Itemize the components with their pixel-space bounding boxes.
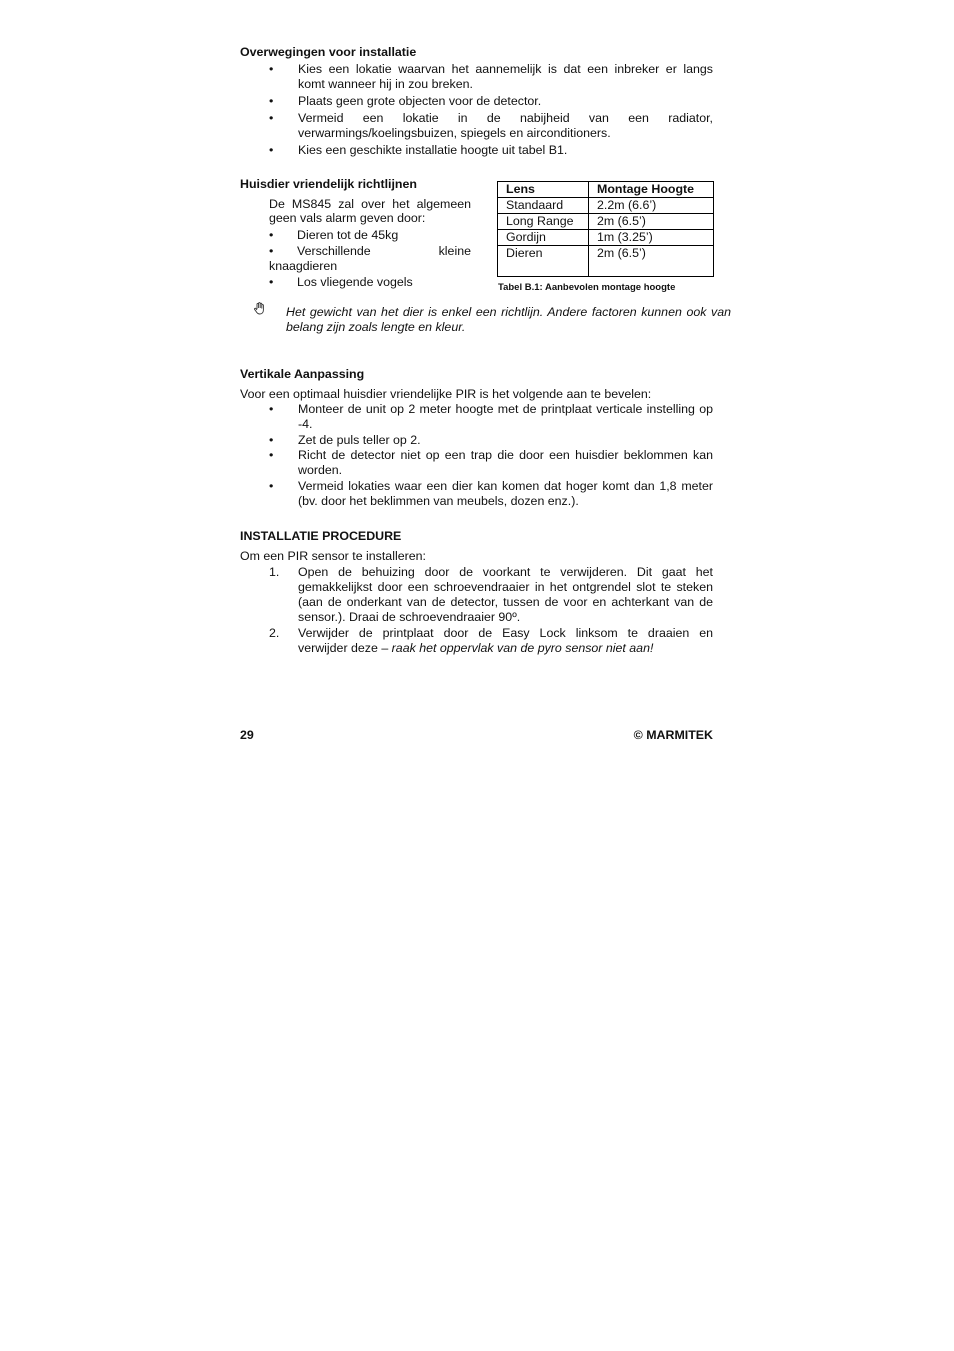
pet-intro-line: geen vals alarm geven door: [269, 211, 426, 225]
list-item-line: Vermeid een lokatie in de nabijheid van een radiator, [298, 111, 713, 125]
step-line: (aan de onderkant van de detector, tussen de voor en achterkant van de [298, 595, 713, 609]
vertical-intro: Voor een optimaal huisdier vriendelijke PIR is het volgende aan te bevelen: [240, 387, 652, 401]
page-number: 29 [240, 728, 254, 742]
list-item-line: (bv. door het beklimmen van meubels, dozen enz.). [298, 494, 579, 508]
table-cell: 2m (6.5’) [589, 214, 714, 230]
bullet: • [269, 143, 274, 157]
bullet: • [269, 94, 274, 108]
pet-item: Verschillende kleine [297, 244, 471, 258]
list-item-line: Kies een lokatie waarvan het aannemelijk is dat een inbreker er langs [298, 62, 713, 76]
list-item-line: Plaats geen grote objecten voor de detector. [298, 94, 542, 108]
list-item-line: worden. [298, 463, 343, 477]
table-cell: Long Range [498, 214, 589, 230]
step-line: Open de behuizing door de voorkant te verwijderen. Dit gaat het [298, 565, 713, 579]
step-number: 2. [269, 626, 280, 640]
table-cell: Standaard [498, 198, 589, 214]
table-cell: 2m (6.5’) [589, 246, 714, 277]
list-item-line: Richt de detector niet op een trap die door een huisdier beklommen kan [298, 448, 713, 462]
table-cell: Dieren [498, 246, 589, 277]
note-line: Het gewicht van het dier is enkel een richtlijn. Andere factoren kunnen ook van [286, 305, 731, 319]
list-item-line: Monteer de unit op 2 meter hoogte met de printplaat verticale instelling op [298, 402, 713, 416]
table-cell: 2.2m (6.6’) [589, 198, 714, 214]
bullet: • [269, 62, 274, 76]
bullet: • [269, 228, 274, 242]
list-item-line: Kies een geschikte installatie hoogte uit tabel B1. [298, 143, 568, 157]
bullet: • [269, 402, 274, 416]
table-header-cell: Montage Hoogte [589, 182, 714, 198]
bullet: • [269, 448, 274, 462]
step-line: sensor.). Draai de schroevendraaier 90º. [298, 610, 521, 624]
section-heading-vertical-adjustment: Vertikale Aanpassing [240, 367, 365, 381]
step-line: Verwijder de printplaat door de Easy Lock linksom te draaien en [298, 626, 713, 640]
pet-intro-line: De MS845 zal over het algemeen [269, 197, 471, 211]
table-row [498, 214, 714, 230]
list-item-line: verwarmings/koelingsbuizen, spiegels en airconditioners. [298, 126, 611, 140]
table-row [498, 246, 714, 277]
list-item-line: -4. [298, 417, 313, 431]
section-heading-installation: Overwegingen voor installatie [240, 45, 417, 59]
table-header-cell: Lens [498, 182, 589, 198]
section-heading-pet-guidelines: Huisdier vriendelijk richtlijnen [240, 177, 417, 191]
list-item-line: komt wanneer hij in zou breken. [298, 77, 473, 91]
list-item-line: Zet de puls teller op 2. [298, 433, 421, 447]
lens-height-table [497, 181, 714, 277]
list-item-line: Vermeid lokaties waar een dier kan komen dat hoger komt dan 1,8 meter [298, 479, 713, 493]
bullet: • [269, 275, 274, 289]
hand-pointer-icon [253, 302, 267, 316]
step-number: 1. [269, 565, 280, 579]
step-text: verwijder deze – [298, 641, 392, 655]
pet-item: Dieren tot de 45kg [297, 228, 399, 242]
procedure-intro: Om een PIR sensor te installeren: [240, 549, 426, 563]
table-row [498, 198, 714, 214]
bullet: • [269, 479, 274, 493]
copyright: © MARMITEK [633, 728, 713, 742]
bullet: • [269, 433, 274, 447]
table-cell: Gordijn [498, 230, 589, 246]
step-line [298, 641, 713, 656]
pet-item: Los vliegende vogels [297, 275, 413, 289]
table-row [498, 230, 714, 246]
table-header-row [498, 182, 714, 198]
note-line: belang zijn zoals lengte en kleur. [286, 320, 466, 334]
step-warning: raak het oppervlak van de pyro sensor niet aan! [391, 641, 654, 655]
pet-item-cont: knaagdieren [269, 259, 338, 273]
bullet: • [269, 244, 274, 258]
step-line: gemakkelijkst door een schroevendraaier in het ontgrendel slot te steken [298, 580, 713, 594]
table-caption: Tabel B.1: Aanbevolen montage hoogte [498, 282, 676, 293]
table-cell: 1m (3.25’) [589, 230, 714, 246]
section-heading-installation-procedure: INSTALLATIE PROCEDURE [240, 529, 402, 543]
bullet: • [269, 111, 274, 125]
